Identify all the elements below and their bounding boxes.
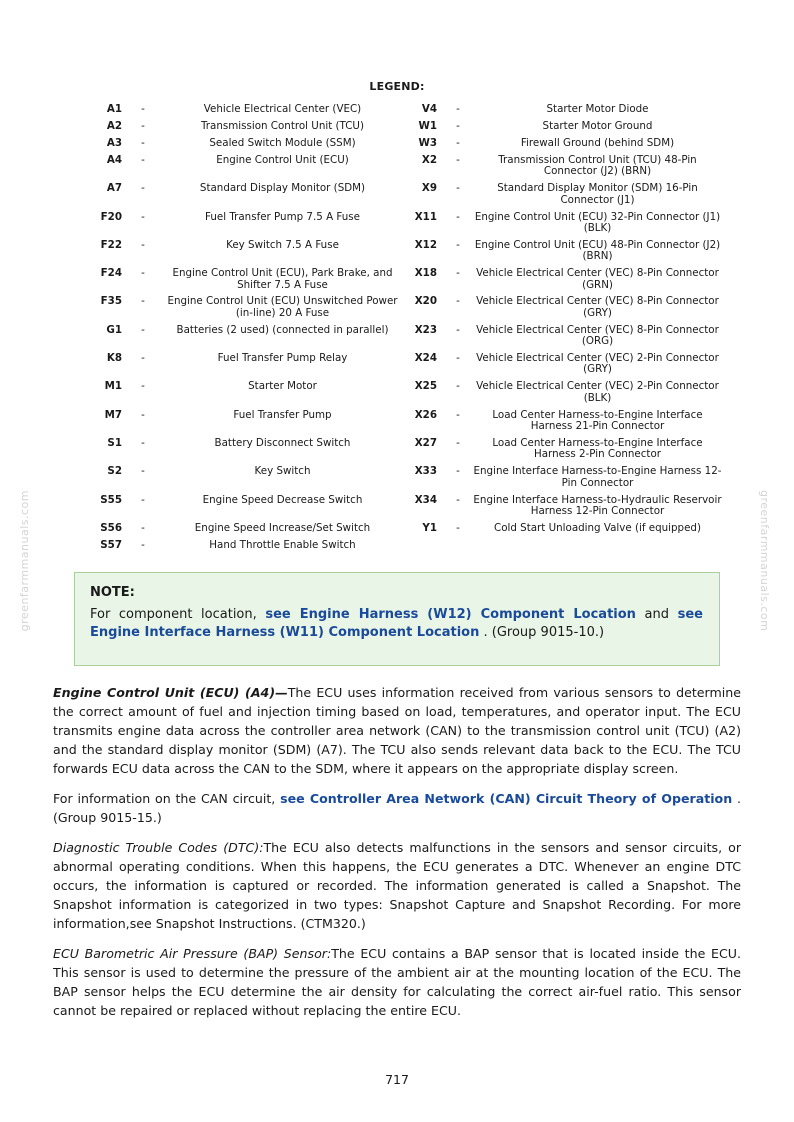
legend-dash: - [141, 436, 145, 449]
can-prefix: For information on the CAN circuit, [53, 791, 276, 806]
legend-description: Engine Control Unit (ECU), Park Brake, and Shifter 7.5 A Fuse [172, 267, 393, 291]
can-paragraph [53, 789, 741, 827]
legend-dash: - [456, 120, 460, 132]
legend-dash: - [141, 120, 145, 132]
legend-right-column [407, 104, 722, 557]
legend-dash: - [456, 436, 460, 449]
legend-code: V4 [421, 103, 437, 115]
legend-dash: - [456, 352, 460, 365]
legend-row [407, 268, 722, 296]
note-prefix: For component location, [90, 607, 257, 622]
legend-description: Cold Start Unloading Valve (if equipped) [494, 521, 701, 534]
legend-code: X23 [414, 323, 437, 336]
legend-code: X11 [414, 210, 437, 223]
legend-row [92, 155, 407, 183]
dtc-paragraph [53, 838, 741, 933]
legend-description: Engine Control Unit (ECU) 48-Pin Connector (J2) (BRN) [474, 238, 721, 263]
legend-dash: - [456, 210, 460, 223]
legend-code: F24 [100, 267, 122, 280]
legend-description: Engine Control Unit (ECU) Unswitched Power (in-line) 20 A Fuse [167, 295, 398, 319]
legend-dash: - [141, 521, 145, 534]
legend-dash: - [456, 295, 460, 308]
legend-dash: - [141, 465, 145, 478]
legend-row [92, 296, 407, 324]
legend-dash: - [456, 493, 460, 506]
legend-description: Vehicle Electrical Center (VEC) 8-Pin Connector (ORG) [476, 323, 719, 348]
ecu-lead: Engine Control Unit (ECU) (A4)— [53, 685, 288, 700]
legend-description: Sealed Switch Module (SSM) [209, 137, 356, 149]
legend-description: Starter Motor [248, 380, 317, 393]
legend-description: Transmission Control Unit (TCU) [201, 120, 364, 132]
note-text [90, 606, 703, 642]
legend-dash: - [141, 267, 145, 280]
legend-row [92, 410, 407, 438]
legend-description: Fuel Transfer Pump Relay [217, 352, 348, 365]
legend-row [407, 438, 722, 466]
legend-description: Battery Disconnect Switch [214, 436, 351, 449]
legend-row [407, 104, 722, 121]
legend-description: Vehicle Electrical Center (VEC) 8-Pin Connector (GRN) [476, 267, 719, 291]
legend-description: Starter Motor Diode [546, 103, 649, 115]
note-middle: and [644, 607, 670, 622]
legend-code: W1 [418, 120, 437, 132]
legend-code: X34 [414, 493, 437, 506]
legend-code: X18 [414, 267, 437, 280]
legend-row [92, 381, 407, 409]
legend-dash: - [141, 408, 145, 421]
legend-table [92, 104, 722, 557]
legend-description: Vehicle Electrical Center (VEC) 8-Pin Connector (GRY) [476, 295, 719, 319]
legend-code: A7 [106, 182, 122, 195]
legend-description: Firewall Ground (behind SDM) [520, 137, 675, 149]
legend-row [407, 495, 722, 523]
legend-description: Standard Display Monitor (SDM) 16-Pin Connector (J1) [497, 182, 698, 206]
legend-code: S57 [100, 538, 122, 551]
legend-row [92, 268, 407, 296]
legend-dash: - [141, 103, 145, 115]
legend-code: A3 [106, 137, 122, 149]
legend-description: Fuel Transfer Pump 7.5 A Fuse [205, 210, 360, 223]
legend-row [407, 240, 722, 268]
legend-row [407, 296, 722, 324]
legend-code: X25 [414, 380, 437, 393]
legend-dash: - [456, 408, 460, 421]
note-box [74, 572, 720, 666]
legend-code: X27 [414, 436, 437, 449]
legend-dash: - [141, 182, 145, 195]
legend-dash: - [456, 521, 460, 534]
legend-row [92, 466, 407, 494]
legend-description: Engine Control Unit (ECU) [216, 154, 349, 166]
legend-row [92, 240, 407, 268]
legend-code: S56 [100, 521, 122, 534]
legend-title: LEGEND: [369, 80, 425, 93]
legend-row [92, 121, 407, 138]
legend-code: F22 [100, 238, 122, 251]
legend-row [407, 183, 722, 211]
legend-row [92, 438, 407, 466]
legend-description: Transmission Control Unit (TCU) 48-Pin Connector (J2) (BRN) [498, 154, 697, 178]
legend-row [407, 523, 722, 540]
legend-description: Engine Speed Decrease Switch [202, 493, 363, 506]
bap-text: The ECU contains a BAP sensor that is located inside the ECU. This sensor is used to determine the pressure of the ambient air at the mounting location of the ECU. The BAP sensor helps the ECU determine the air density for calculating the correct air-fuel ratio. This sensor cannot be repaired or replaced without replacing the entire ECU. [53, 946, 741, 1018]
can-suffix: . (Group 9015-15.) [53, 791, 742, 825]
legend-dash: - [456, 465, 460, 478]
ecu-text: The ECU uses information received from various sensors to determine the correct amount of fuel and injection timing based on load, temperatures, and operator input. The ECU transmits engine data across the controller area network (CAN) to the transmission control unit (TCU) (A2) and the standard display monitor (SDM) (A7). The TCU also sends relevant data back to the ECU. The TCU forwards ECU data across the CAN to the SDM, where it appears on the appropriate display screen. [53, 685, 742, 776]
legend-dash: - [141, 137, 145, 149]
legend-dash: - [456, 103, 460, 115]
legend-dash: - [456, 182, 460, 195]
legend-description: Standard Display Monitor (SDM) [199, 182, 366, 195]
legend-code: M1 [104, 380, 122, 393]
legend-row [407, 381, 722, 409]
legend-description: Vehicle Electrical Center (VEC) 2-Pin Connector (GRY) [476, 352, 719, 376]
can-circuit-theory-link[interactable]: see Controller Area Network (CAN) Circuit Theory of Operation [280, 791, 733, 806]
legend-description: Engine Interface Harness-to-Hydraulic Reservoir Harness 12-Pin Connector [473, 493, 722, 517]
legend-dash: - [141, 493, 145, 506]
legend-row [92, 495, 407, 523]
legend-dash: - [141, 295, 145, 308]
legend-code: A4 [106, 154, 122, 166]
legend-code: X12 [414, 238, 437, 251]
legend-description: Batteries (2 used) (connected in parallel) [176, 323, 389, 336]
legend-dash: - [141, 352, 145, 365]
legend-code: M7 [104, 408, 122, 421]
legend-row [92, 540, 407, 557]
legend-row [407, 466, 722, 494]
legend-code: X9 [421, 182, 437, 195]
legend-code: X2 [421, 154, 437, 166]
legend-description: Fuel Transfer Pump [233, 408, 332, 421]
ecu-paragraph [53, 683, 741, 778]
dtc-text: The ECU also detects malfunctions in the sensors and sensor circuits, or abnormal operating conditions. When this happens, the ECU generates a DTC. Whenever an engine DTC occurs, the information is captured or recorded. The information generated is called a Snapshot. The Snapshot information is categorized in two types: Snapshot Capture and Snapshot Recording. For more information,see Snapshot Instructions. (CTM320.) [53, 840, 741, 931]
legend-dash: - [141, 323, 145, 336]
note-suffix: . (Group 9015-10.) [483, 625, 605, 640]
engine-harness-location-link[interactable]: see Engine Harness (W12) Component Location [265, 607, 636, 622]
legend-code: S2 [107, 465, 122, 478]
legend-code: Y1 [422, 521, 437, 534]
legend-code: A2 [106, 120, 122, 132]
legend-description: Load Center Harness-to-Engine Interface Harness 2-Pin Connector [492, 436, 703, 461]
body-text [53, 683, 741, 1031]
watermark-left: greenfarmmanuals.com [18, 490, 31, 632]
legend-code: X26 [414, 408, 437, 421]
legend-code: A1 [106, 103, 122, 115]
legend-dash: - [141, 210, 145, 223]
legend-code: W3 [418, 137, 437, 149]
legend-dash: - [456, 380, 460, 393]
legend-dash: - [141, 380, 145, 393]
legend-row [407, 325, 722, 353]
legend-dash: - [141, 154, 145, 166]
legend-row [92, 104, 407, 121]
dtc-lead: Diagnostic Trouble Codes (DTC): [53, 840, 264, 855]
legend-row [92, 212, 407, 240]
legend-dash: - [456, 267, 460, 280]
legend-description: Vehicle Electrical Center (VEC) [203, 103, 362, 115]
engine-interface-harness-location-link[interactable]: see Engine Interface Harness (W11) Component Location [90, 607, 703, 640]
legend-description: Vehicle Electrical Center (VEC) 2-Pin Connector (BLK) [476, 380, 719, 404]
legend-code: G1 [106, 323, 122, 336]
page-number: 717 [385, 1072, 409, 1087]
legend-code: F20 [100, 210, 122, 223]
legend-row [92, 325, 407, 353]
legend-dash: - [456, 323, 460, 336]
legend-code: S1 [107, 436, 122, 449]
legend-description: Engine Interface Harness-to-Engine Harness 12-Pin Connector [473, 465, 722, 489]
legend-description: Hand Throttle Enable Switch [209, 538, 356, 551]
legend-dash: - [456, 238, 460, 251]
legend-description: Key Switch [254, 465, 311, 478]
legend-code: X24 [414, 352, 437, 365]
legend-code: X33 [414, 465, 437, 478]
legend-row [407, 353, 722, 381]
legend-row [407, 212, 722, 240]
legend-code: S55 [100, 493, 122, 506]
legend-dash: - [141, 238, 145, 251]
legend-description: Load Center Harness-to-Engine Interface Harness 21-Pin Connector [492, 408, 703, 433]
legend-row [407, 410, 722, 438]
legend-row [92, 183, 407, 211]
watermark-right: greenfarmmanuals.com [758, 490, 771, 632]
legend-row [92, 138, 407, 155]
legend-description: Engine Control Unit (ECU) 32-Pin Connector (J1) (BLK) [474, 210, 721, 234]
legend-row [92, 523, 407, 540]
legend-row [407, 121, 722, 138]
legend-row [407, 155, 722, 183]
legend-code: K8 [106, 352, 122, 365]
legend-code: X20 [414, 295, 437, 308]
legend-code: F35 [100, 295, 122, 308]
legend-dash: - [456, 154, 460, 166]
bap-lead: ECU Barometric Air Pressure (BAP) Sensor: [53, 946, 332, 961]
legend-description: Key Switch 7.5 A Fuse [226, 238, 339, 251]
note-title: NOTE: [90, 585, 135, 600]
legend-description: Engine Speed Increase/Set Switch [194, 521, 371, 534]
legend-description: Starter Motor Ground [542, 120, 653, 132]
legend-dash: - [141, 538, 145, 551]
legend-dash: - [456, 137, 460, 149]
legend-left-column [92, 104, 407, 557]
bap-paragraph [53, 944, 741, 1020]
legend-row [92, 353, 407, 381]
legend-row [407, 138, 722, 155]
